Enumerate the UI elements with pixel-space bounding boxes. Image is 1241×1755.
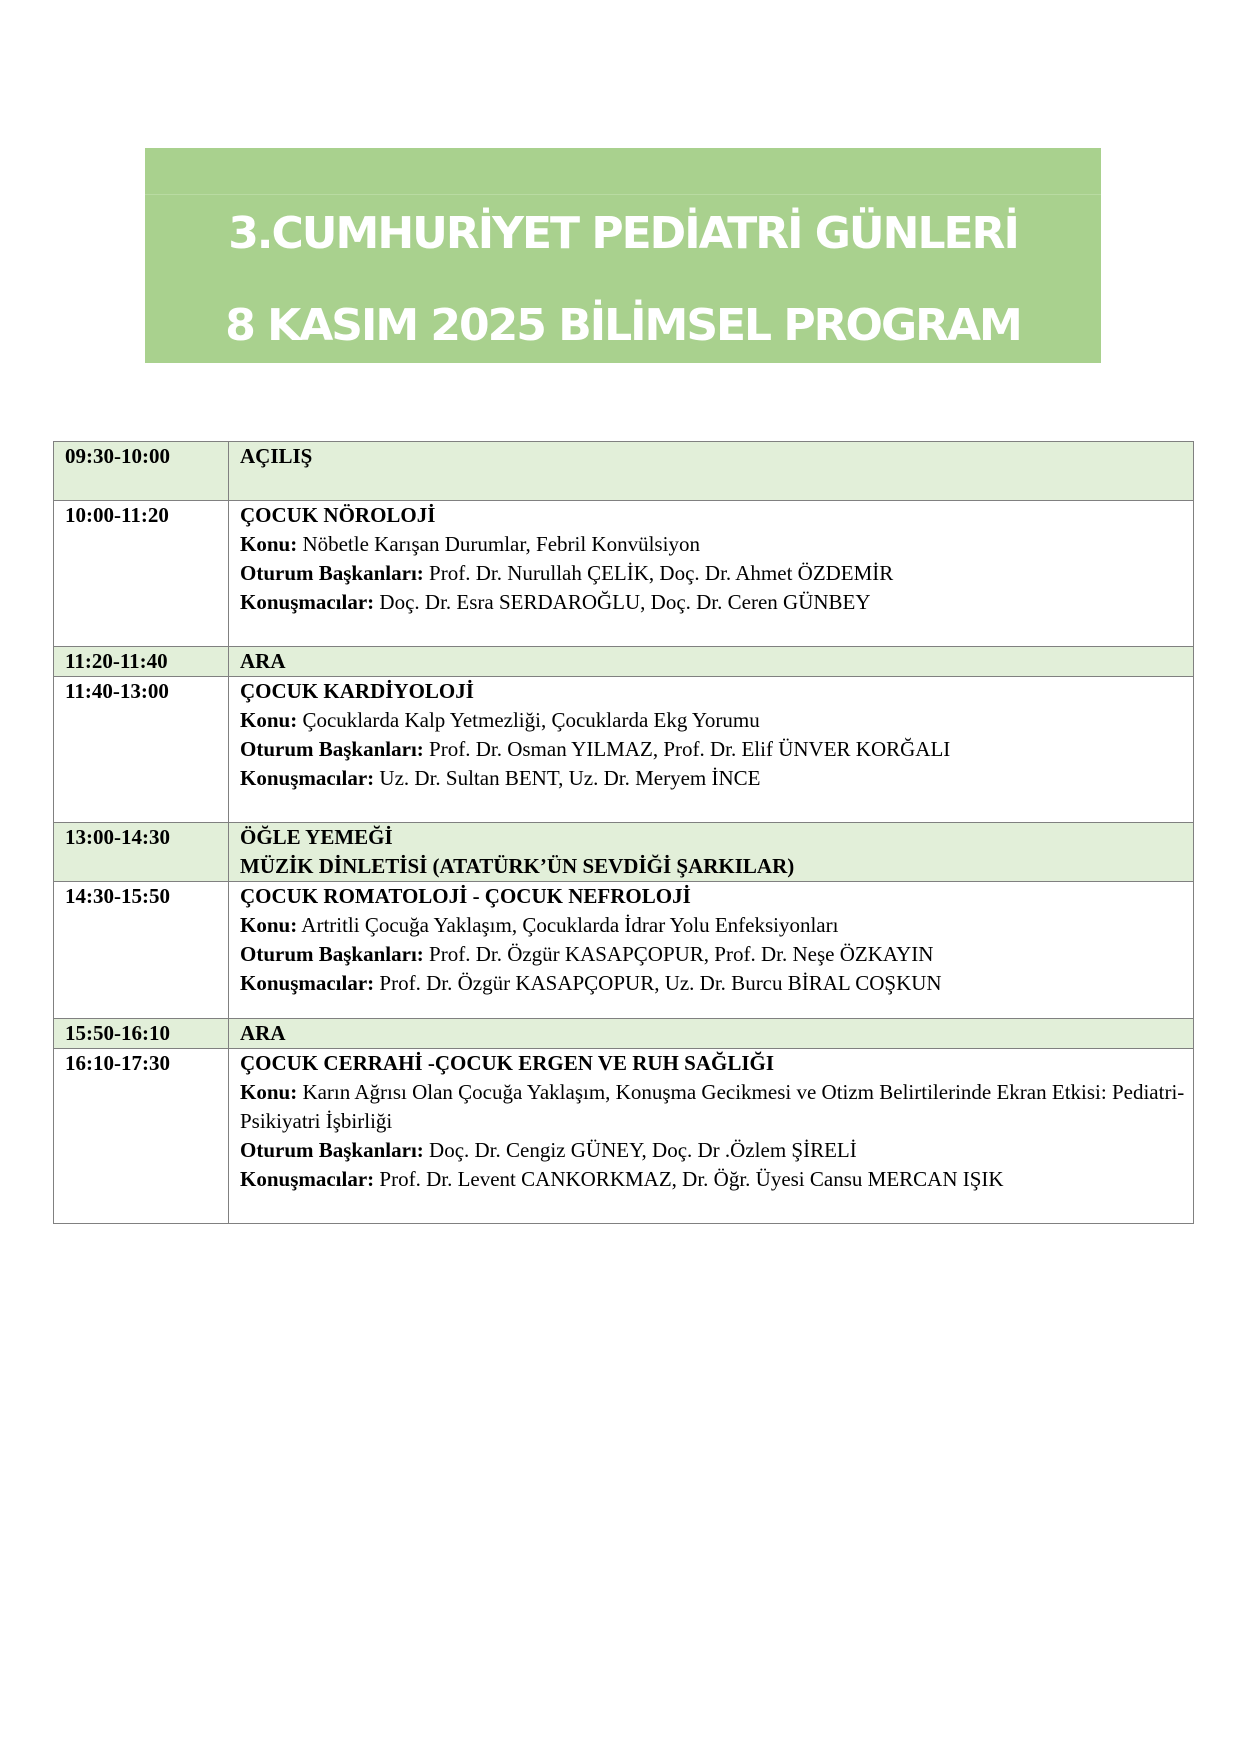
session-cell [229, 882, 1194, 1019]
session-cell [229, 1049, 1194, 1224]
speakers-text: Prof. Dr. Özgür KASAPÇOPUR, Uz. Dr. Burcu BİRAL COŞKUN [374, 971, 942, 995]
banner-divider [145, 194, 1101, 195]
table-row [54, 1019, 1194, 1049]
session-title: ÇOCUK ROMATOLOJİ - ÇOCUK NEFROLOJİ [240, 884, 691, 908]
session-chairs [240, 940, 1185, 969]
table-row [54, 442, 1194, 501]
topic-label: Konu: [240, 1080, 298, 1104]
topic-label: Konu: [240, 532, 298, 556]
topic-text: Karın Ağrısı Olan Çocuğa Yaklaşım, Konuşma Gecikmesi ve Otizm Belirtilerinde Ekran Etkisi: Pediatri-Psikiyatri İşbirliği [240, 1080, 1185, 1133]
table-row [54, 677, 1194, 823]
session-title: ARA [240, 649, 286, 673]
chairs-label: Oturum Başkanları: [240, 1138, 424, 1162]
session-chairs [240, 559, 1185, 588]
chairs-label: Oturum Başkanları: [240, 942, 424, 966]
session-title: ÇOCUK KARDİYOLOJİ [240, 679, 474, 703]
session-time: 14:30-15:50 [54, 882, 229, 1019]
speakers-text: Doç. Dr. Esra SERDAROĞLU, Doç. Dr. Ceren GÜNBEY [374, 590, 871, 614]
session-time: 09:30-10:00 [54, 442, 229, 501]
session-time: 15:50-16:10 [54, 1019, 229, 1049]
session-chairs [240, 1136, 1185, 1165]
table-row [54, 501, 1194, 647]
program-table [53, 441, 1194, 1224]
speakers-text: Uz. Dr. Sultan BENT, Uz. Dr. Meryem İNCE [374, 766, 761, 790]
chairs-text: Prof. Dr. Özgür KASAPÇOPUR, Prof. Dr. Neşe ÖZKAYIN [423, 942, 934, 966]
chairs-text: Prof. Dr. Nurullah ÇELİK, Doç. Dr. Ahmet ÖZDEMİR [423, 561, 894, 585]
session-cell [229, 442, 1194, 501]
topic-label: Konu: [240, 913, 298, 937]
chairs-text: Prof. Dr. Osman YILMAZ, Prof. Dr. Elif ÜNVER KORĞALI [423, 737, 951, 761]
session-cell [229, 501, 1194, 647]
event-title: 3.CUMHURİYET PEDİATRİ GÜNLERİ [228, 208, 1018, 259]
topic-label: Konu: [240, 708, 298, 732]
session-chairs [240, 735, 1185, 764]
session-topic [240, 1078, 1185, 1136]
table-row [54, 882, 1194, 1019]
session-speakers [240, 969, 1185, 998]
chairs-label: Oturum Başkanları: [240, 561, 424, 585]
topic-text: Artritli Çocuğa Yaklaşım, Çocuklarda İdrar Yolu Enfeksiyonları [297, 913, 839, 937]
table-row [54, 647, 1194, 677]
topic-text: Çocuklarda Kalp Yetmezliği, Çocuklarda Ekg Yorumu [297, 708, 760, 732]
chairs-text: Doç. Dr. Cengiz GÜNEY, Doç. Dr .Özlem ŞİRELİ [423, 1138, 857, 1162]
session-cell [229, 823, 1194, 882]
session-title: ÖĞLE YEMEĞİ [240, 825, 393, 849]
session-cell [229, 677, 1194, 823]
session-cell [229, 647, 1194, 677]
session-topic [240, 911, 1185, 940]
topic-text: Nöbetle Karışan Durumlar, Febril Konvülsiyon [297, 532, 700, 556]
session-topic [240, 706, 1185, 735]
session-title: ÇOCUK NÖROLOJİ [240, 503, 436, 527]
session-time: 10:00-11:20 [54, 501, 229, 647]
table-row [54, 1049, 1194, 1224]
chairs-label: Oturum Başkanları: [240, 737, 424, 761]
speakers-label: Konuşmacılar: [240, 766, 375, 790]
speakers-label: Konuşmacılar: [240, 590, 375, 614]
session-title: AÇILIŞ [240, 444, 313, 468]
session-title: ÇOCUK CERRAHİ -ÇOCUK ERGEN VE RUH SAĞLIĞI [240, 1051, 775, 1075]
header-banner [145, 148, 1101, 363]
session-subtitle: MÜZİK DİNLETİSİ (ATATÜRK’ÜN SEVDİĞİ ŞARKILAR) [240, 854, 795, 878]
session-speakers [240, 764, 1185, 793]
speakers-label: Konuşmacılar: [240, 971, 375, 995]
table-row [54, 823, 1194, 882]
program-date-title: 8 KASIM 2025 BİLİMSEL PROGRAM [225, 300, 1021, 351]
session-time: 16:10-17:30 [54, 1049, 229, 1224]
session-time: 11:40-13:00 [54, 677, 229, 823]
session-cell [229, 1019, 1194, 1049]
session-topic [240, 530, 1185, 559]
session-speakers [240, 588, 1185, 617]
session-speakers [240, 1165, 1185, 1194]
session-title: ARA [240, 1021, 286, 1045]
session-time: 13:00-14:30 [54, 823, 229, 882]
speakers-text: Prof. Dr. Levent CANKORKMAZ, Dr. Öğr. Üyesi Cansu MERCAN IŞIK [374, 1167, 1004, 1191]
session-time: 11:20-11:40 [54, 647, 229, 677]
speakers-label: Konuşmacılar: [240, 1167, 375, 1191]
